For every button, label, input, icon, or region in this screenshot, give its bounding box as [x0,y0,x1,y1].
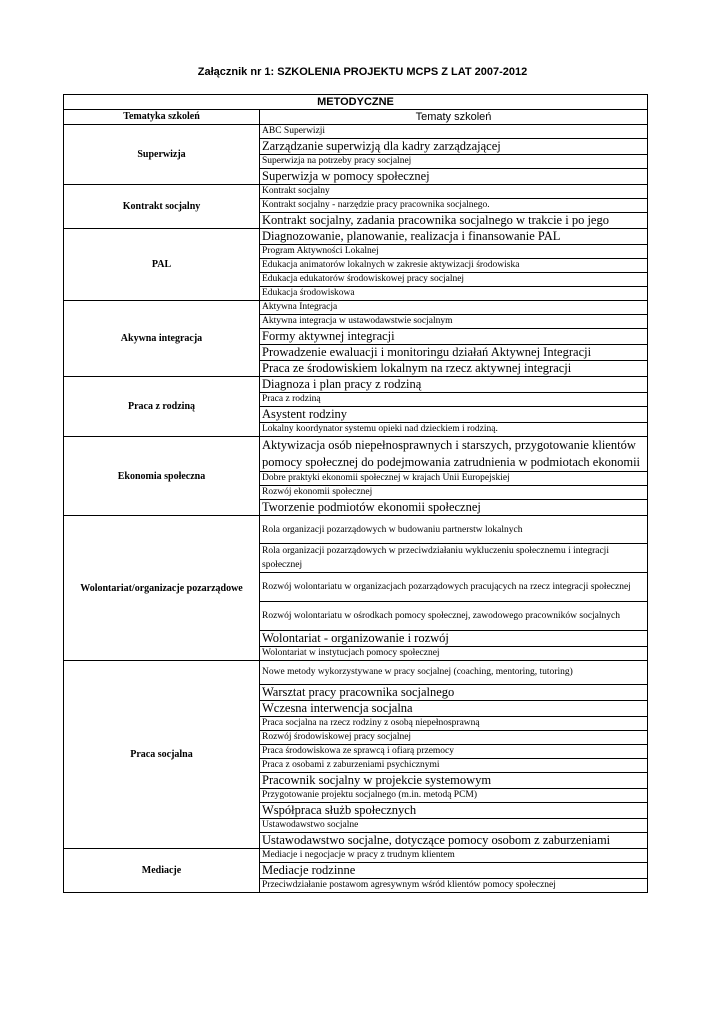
topic-cell: Mediacje i negocjacje w pracy z trudnym klientem [260,849,648,863]
trainings-table [63,94,648,893]
topic-cell: ABC Superwizji [260,125,648,139]
table-row [64,377,648,393]
table-row [64,661,648,685]
topic-cell: Formy aktywnej integracji [260,329,648,345]
topic-cell: Praca socjalna na rzecz rodziny z osobą niepełnosprawną [260,717,648,731]
topic-cell: Ustawodawstwo socjalne, dotyczące pomocy osobom z zaburzeniami [260,833,648,849]
category-kontrakt-socjalny: Kontrakt socjalny [64,185,260,229]
topic-cell: Rola organizacji pozarządowych w budowaniu partnerstw lokalnych [260,516,648,544]
topic-cell: Praca z osobami z zaburzeniami psychicznymi [260,759,648,773]
topic-cell: Przeciwdziałanie postawom agresywnym wśród klientów pomocy społecznej [260,879,648,893]
topic-cell: Edukacja animatorów lokalnych w zakresie aktywizacji środowiska [260,259,648,273]
table-row [64,185,648,199]
column-header-topic-area: Tematyka szkoleń [64,110,260,125]
column-header-topics: Tematy szkoleń [260,110,648,125]
category-wolontariat: Wolontariat/organizacje pozarządowe [64,516,260,661]
section-header: METODYCZNE [64,95,648,110]
topic-cell: Kontrakt socjalny [260,185,648,199]
column-header-row [64,110,648,125]
topic-cell: Współpraca służb społecznych [260,803,648,819]
topic-cell: Asystent rodziny [260,407,648,423]
category-praca-z-rodzina: Praca z rodziną [64,377,260,437]
topic-cell: Superwizja na potrzeby pracy socjalnej [260,155,648,169]
topic-cell: Praca środowiskowa ze sprawcą i ofiarą przemocy [260,745,648,759]
topic-cell: Przygotowanie projektu socjalnego (m.in. metodą PCM) [260,789,648,803]
topic-cell: Dobre praktyki ekonomii społecznej w krajach Unii Europejskiej [260,472,648,486]
category-mediacje: Mediacje [64,849,260,893]
topic-cell: Ustawodawstwo socjalne [260,819,648,833]
topic-cell: Edukacja edukatorów środowiskowej pracy socjalnej [260,273,648,287]
category-ekonomia-spoleczna: Ekonomia społeczna [64,437,260,516]
topic-cell: Diagnozowanie, planowanie, realizacja i finansowanie PAL [260,229,648,245]
topic-cell: Nowe metody wykorzystywane w pracy socjalnej (coaching, mentoring, tutoring) [260,661,648,685]
topic-cell: Tworzenie podmiotów ekonomii społecznej [260,500,648,516]
topic-cell: Rozwój środowiskowej pracy socjalnej [260,731,648,745]
topic-cell: Diagnoza i plan pracy z rodziną [260,377,648,393]
topic-cell: Wczesna interwencja socjalna [260,701,648,717]
topic-cell: Kontrakt socjalny, zadania pracownika socjalnego w trakcie i po jego [260,213,648,229]
category-pal: PAL [64,229,260,301]
topic-cell: Praca z rodziną [260,393,648,407]
topic-cell: Aktywna integracja w ustawodawstwie socjalnym [260,315,648,329]
topic-cell: Pracownik socjalny w projekcie systemowym [260,773,648,789]
topic-cell: Wolontariat w instytucjach pomocy społecznej [260,647,648,661]
topic-cell: Prowadzenie ewaluacji i monitoringu działań Aktywnej Integracji [260,345,648,361]
table-row [64,125,648,139]
topic-cell: Zarządzanie superwizją dla kadry zarządzającej [260,139,648,155]
topic-cell: Rola organizacji pozarządowych w przeciwdziałaniu wykluczeniu społecznemu i integracji społecznej [260,544,648,573]
topic-cell: Aktywna Integracja [260,301,648,315]
category-praca-socjalna: Praca socjalna [64,661,260,849]
topic-cell: Praca ze środowiskiem lokalnym na rzecz aktywnej integracji [260,361,648,377]
topic-cell: Edukacja środowiskowa [260,287,648,301]
topic-cell: Rozwój ekonomii społecznej [260,486,648,500]
section-header-row [64,95,648,110]
topic-cell: Mediacje rodzinne [260,863,648,879]
topic-cell: Rozwój wolontariatu w organizacjach pozarządowych pracujących na rzecz integracji społecznej [260,573,648,602]
table-row [64,849,648,863]
topic-cell: Warsztat pracy pracownika socjalnego [260,685,648,701]
topic-cell: Kontrakt socjalny - narzędzie pracy pracownika socjalnego. [260,199,648,213]
table-row [64,229,648,245]
category-superwizja: Superwizja [64,125,260,185]
topic-cell: Rozwój wolontariatu w ośrodkach pomocy społecznej, zawodowego pracowników socjalnych [260,602,648,631]
topic-cell: Wolontariat - organizowanie i rozwój [260,631,648,647]
table-row [64,301,648,315]
category-aktywna-integracja: Akywna integracja [64,301,260,377]
table-row [64,516,648,544]
topic-cell: Superwizja w pomocy społecznej [260,169,648,185]
table-row [64,437,648,472]
document-title: Załącznik nr 1: SZKOLENIA PROJEKTU MCPS Z LAT 2007-2012 [197,66,528,78]
topic-cell: Program Aktywności Lokalnej [260,245,648,259]
topic-cell: Lokalny koordynator systemu opieki nad dzieckiem i rodziną. [260,423,648,437]
topic-cell: Aktywizacja osób niepełnosprawnych i starszych, przygotowanie klientów pomocy społecznej do podejmowania zatrudnienia w podmiotach ekonomii [260,437,648,472]
